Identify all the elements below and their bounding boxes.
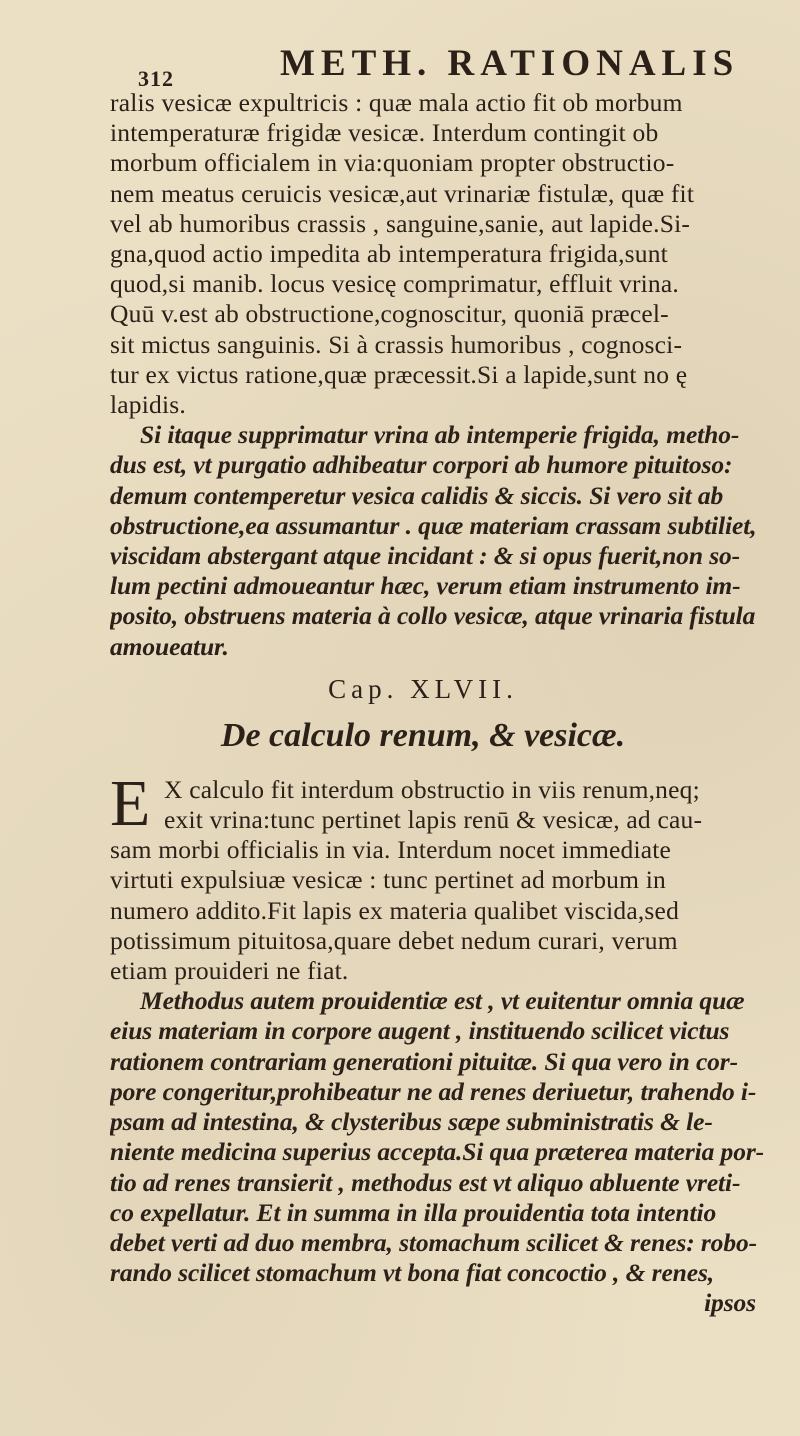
text-line: dus est, vt purgatio adhibeatur corpori ab humore pituitoso: [110, 450, 733, 480]
top-roman-paragraph [110, 88, 766, 420]
top-italic-paragraph [110, 420, 766, 662]
drop-cap: E [110, 766, 151, 840]
chapter-number: Cap. XLVII. [328, 673, 518, 704]
text-line: morbum officialem in via:quoniam propter obstructio- [110, 148, 675, 178]
body-roman-paragraph [110, 766, 766, 986]
text-line: amoueatur. [110, 631, 229, 661]
text-line: debet verti ad duo membra, stomachum scilicet & renes: robo- [110, 1227, 758, 1257]
text-line: gna,quod actio impedita ab intemperatura frigida,sunt [110, 239, 668, 269]
chapter-title: De calculo renum, & vesicæ. [220, 716, 626, 754]
text-line: potissimum pituitosa,quare debet nedum curari, verum [110, 925, 678, 955]
text-line: eius materiam in corpore augent , instituendo scilicet victus [110, 1016, 730, 1046]
text-line: Si itaque supprimatur vrina ab intemperie frigida, metho- [140, 420, 740, 450]
catchword: ipsos [704, 1288, 756, 1318]
text-line: rando scilicet stomachum vt bona fiat concoctio , & renes, [110, 1258, 715, 1288]
page-number: 312 [138, 66, 174, 91]
text-line: vel ab humoribus crassis , sanguine,sanie, aut lapide.Si- [110, 208, 691, 238]
page-header [100, 32, 766, 91]
text-line: rationem contrariam generationi pituitæ. Si qua vero in cor- [110, 1046, 739, 1076]
text-line: co expellatur. Et in summa in illa prouidentia tota intentio [110, 1197, 717, 1227]
text-line: exit vrina:tunc pertinet lapis renū & vesicæ, ad cau- [164, 805, 703, 835]
text-line: demum contemperetur vesica calidis & siccis. Si vero sit ab [110, 480, 724, 510]
text-line: sit mictus sanguinis. Si à crassis humoribus , cognosci- [110, 329, 683, 359]
text-line: numero addito.Fit lapis ex materia qualibet viscida,sed [110, 895, 680, 925]
text-line: sam morbi officialis in via. Interdum nocet immediate [110, 835, 672, 865]
text-line: virtuti expulsiuæ vesicæ : tunc pertinet ad morbum in [110, 865, 666, 895]
text-line: quod,si manib. locus vesicę comprimatur, effluit vrina. [110, 269, 679, 299]
chapter-body [100, 766, 766, 1319]
text-line: posito, obstruens materia à collo vesicæ, atque vrinaria fistula [110, 601, 756, 631]
text-line: etiam prouideri ne fiat. [110, 956, 349, 986]
text-line: intemperaturæ frigidæ vesicæ. Interdum contingit ob [110, 118, 659, 148]
running-head: METH. RATIONALIS [280, 43, 740, 84]
text-line: Quū v.est ab obstructione,cognoscitur, quoniā præcel- [110, 299, 669, 329]
text-line: tio ad renes transierit , methodus est vt aliquo abluente vreti- [110, 1167, 741, 1197]
text-line: Methodus autem prouidentiæ est , vt euitentur omnia quæ [140, 986, 745, 1016]
text-line: pore congeritur,prohibeatur ne ad renes deriuetur, trahendo i- [110, 1076, 757, 1106]
text-line: psam ad intestina, & clysteribus sæpe subministratis & le- [110, 1107, 713, 1137]
text-line: X calculo fit interdum obstructio in viis renum,neq; [164, 774, 700, 804]
text-line: tur ex victus ratione,quæ præcessit.Si a lapide,sunt no ę [110, 359, 688, 389]
text-line: nem meatus ceruicis vesicæ,aut vrinariæ fistulæ, quæ fit [110, 178, 695, 208]
body-italic-paragraph [110, 986, 766, 1318]
text-line: viscidam abstergant atque incidant : & si opus fuerit,non so- [110, 541, 741, 571]
text-line: niente medicina superius accepta.Si qua præterea materia por- [110, 1137, 765, 1167]
text-line: obstructione,ea assumantur . quæ materiam crassam subtiliet, [110, 510, 757, 540]
text-line: lum pectini admoueantur hæc, verum etiam instrumento im- [110, 571, 741, 601]
text-line: ralis vesicæ expultricis : quæ mala actio fit ob morbum [110, 88, 683, 117]
text-line: lapidis. [110, 390, 186, 420]
